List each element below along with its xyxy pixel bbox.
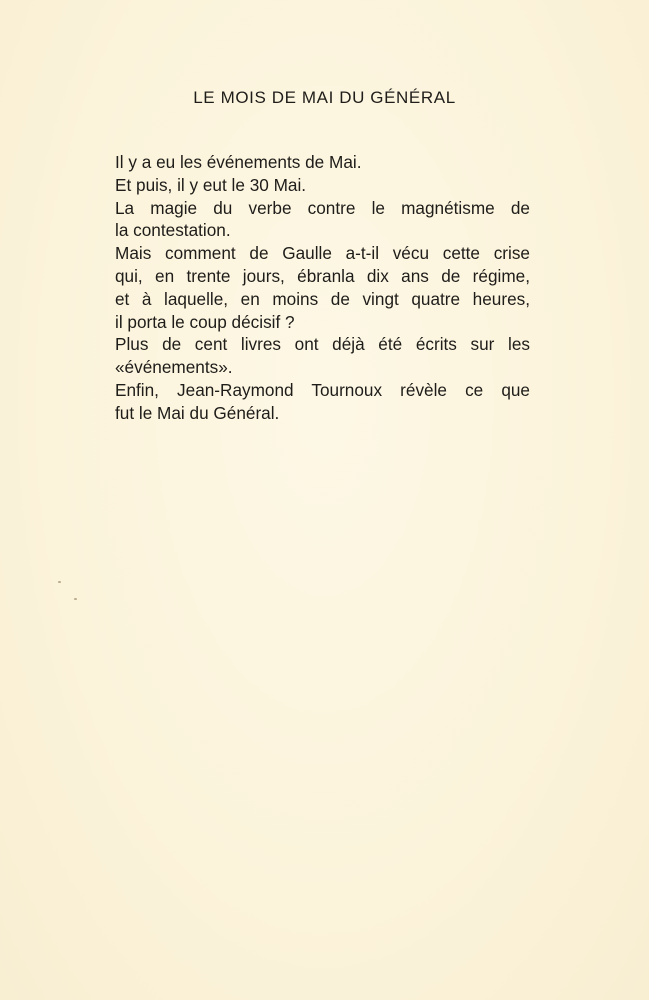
blurb-line-11: Enfin, Jean-Raymond Tournoux révèle ce que xyxy=(115,379,530,400)
blurb-line-7: et à laquelle, en moins de vingt quatre heures, xyxy=(115,288,530,309)
blurb-line-5: Mais comment de Gaulle a-t-il vécu cette crise xyxy=(115,243,530,264)
blurb-text xyxy=(115,151,530,425)
blurb-line-1: Il y a eu les événements de Mai. xyxy=(115,152,362,172)
paper-speck xyxy=(58,581,61,583)
blurb-line-4: la contestation. xyxy=(115,220,231,241)
blurb-line-12: fut le Mai du Général. xyxy=(115,402,280,423)
blurb-line-2: Et puis, il y eut le 30 Mai. xyxy=(115,174,307,195)
blurb-line-10: «événements». xyxy=(115,357,233,378)
blurb-line-8: il porta le coup décisif ? xyxy=(115,311,295,332)
blurb-line-9: Plus de cent livres ont déjà été écrits sur les xyxy=(115,334,530,355)
paper-speck xyxy=(74,598,77,600)
page-title: LE MOIS DE MAI DU GÉNÉRAL xyxy=(193,88,456,107)
blurb-line-3: La magie du verbe contre le magnétisme de xyxy=(115,197,530,218)
blurb-line-6: qui, en trente jours, ébranla dix ans de régime, xyxy=(115,265,530,286)
